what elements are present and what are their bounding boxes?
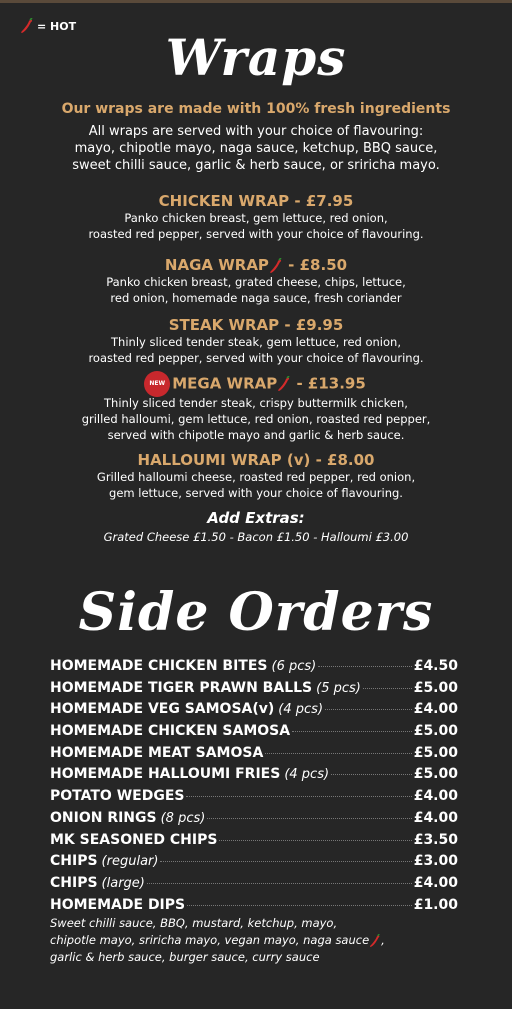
wrap-item-desc [0,274,512,306]
wrap-item-price: - £9.95 [284,316,344,334]
side-order-row [50,701,458,723]
dot-leader [325,709,412,710]
wrap-item-naga [0,256,512,306]
side-order-price: £4.00 [413,874,458,891]
dot-leader [318,666,411,667]
desc-line: served with chipotle mayo and garlic & herb sauce. [107,428,405,442]
wrap-item-name: CHICKEN WRAP [158,192,290,210]
dot-leader [363,688,412,689]
side-order-qualifier: (5 pcs) [316,680,361,696]
dot-leader [147,883,412,884]
dips-line: Sweet chilli sauce, BBQ, mustard, ketchup, mayo, [50,916,338,930]
desc-line: Panko chicken breast, grated cheese, chips, lettuce, [106,275,406,289]
dot-leader [292,731,412,732]
side-order-price: £4.50 [413,658,458,674]
chili-icon [277,376,291,392]
wrap-item-name: STEAK WRAP [168,316,280,334]
wraps-title: Wraps [165,28,347,87]
side-order-row [50,875,458,897]
dot-leader [207,818,411,819]
side-order-price: £5.00 [413,679,458,696]
dips-line-text: chipotle mayo, sriricha mayo, vegan mayo, naga sauce [50,933,370,947]
dips-line [50,932,470,949]
chili-icon [369,934,381,948]
dips-line-suffix: , [381,933,385,947]
desc-line: roasted red pepper, served with your choice of flavouring. [88,227,424,241]
desc-line: Panko chicken breast, gem lettuce, red onion, [124,211,388,225]
side-orders-list [50,658,458,918]
dips-line: garlic & herb sauce, burger sauce, curry sauce [50,950,320,964]
side-order-name: POTATO WEDGES [50,788,185,805]
wrap-item-price: - £8.00 [315,451,375,469]
side-order-price: £1.00 [413,896,458,913]
dot-leader [160,861,411,862]
dot-leader [187,905,412,906]
side-order-price: £4.00 [413,788,458,805]
side-order-row [50,788,458,810]
side-order-name: HOMEMADE CHICKEN BITES [50,658,268,674]
wrap-item-price: - £8.50 [288,256,348,274]
wrap-item-steak [0,316,512,366]
side-order-price: £5.00 [413,766,458,783]
side-order-name: MK SEASONED CHIPS [50,831,218,848]
wrap-item-desc [0,334,512,366]
wrap-item-title [0,192,512,210]
side-order-qualifier: (6 pcs) [271,659,317,674]
side-order-qualifier: (4 pcs) [278,702,324,718]
side-order-row [50,853,458,875]
desc-line: red onion, homemade naga sauce, fresh coriander [110,291,402,305]
side-order-name: HOMEMADE MEAT SAMOSA [50,744,264,761]
top-border [0,0,512,3]
side-order-row [50,810,458,832]
side-order-name: HOMEMADE TIGER PRAWN BALLS [50,679,313,696]
side-order-price: £5.00 [413,744,458,761]
dips-description [50,915,470,966]
dot-leader [219,840,411,841]
intro-line: All wraps are served with your choice of flavouring: [88,124,424,139]
side-order-price: £4.00 [413,701,458,718]
wrap-item-name: MEGA WRAP [172,374,278,393]
wraps-intro-heading: Our wraps are made with 100% fresh ingredients [61,101,451,117]
wrap-item-desc [0,210,512,242]
wrap-item-name: HALLOUMI WRAP (v) [137,451,311,469]
side-order-price: £3.00 [413,853,458,870]
wrap-item-title [0,316,512,334]
dot-leader [331,774,412,775]
side-order-name: HOMEMADE DIPS [50,896,186,913]
side-order-name: CHIPS [50,853,98,870]
extras-list: Grated Cheese £1.50 - Bacon £1.50 - Halloumi £3.00 [103,530,409,544]
side-order-qualifier: (8 pcs) [160,810,206,826]
side-order-name: ONION RINGS [50,809,157,826]
wrap-item-mega [0,373,512,443]
side-order-row [50,723,458,745]
side-order-qualifier: (regular) [101,854,159,870]
side-order-name: HOMEMADE CHICKEN SAMOSA [50,723,291,740]
wrap-item-title [0,451,512,469]
side-order-price: £4.00 [413,809,458,826]
side-order-name: HOMEMADE HALLOUMI FRIES [50,766,281,783]
extras-heading: Add Extras: [207,509,305,527]
new-badge: NEW [146,373,168,395]
wraps-intro [0,123,512,174]
side-order-row [50,766,458,788]
wrap-item-price: - £7.95 [294,192,354,210]
desc-line: Thinly sliced tender steak, crispy buttermilk chicken, [104,396,408,410]
side-order-price: £5.00 [413,723,458,740]
wrap-item-desc [0,469,512,501]
side-orders-title: Side Orders [78,582,434,643]
intro-line: mayo, chipotle mayo, naga sauce, ketchup, BBQ sauce, [74,141,438,156]
wrap-item-desc [0,395,512,443]
side-order-row [50,680,458,702]
side-order-row [50,832,458,854]
dot-leader [186,796,411,797]
side-order-name: CHIPS [50,874,98,891]
wrap-item-title [0,373,512,395]
dot-leader [265,753,411,754]
side-order-row [50,745,458,767]
side-order-name: HOMEMADE VEG SAMOSA(v) [50,701,275,718]
side-order-qualifier: (large) [101,875,145,891]
side-order-qualifier: (4 pcs) [284,767,330,783]
desc-line: Grilled halloumi cheese, roasted red pepper, red onion, [96,470,416,484]
intro-line: sweet chilli sauce, garlic & herb sauce, or sriricha mayo. [72,158,440,173]
wrap-item-title [0,256,512,274]
wrap-item-chicken [0,192,512,242]
desc-line: gem lettuce, served with your choice of flavouring. [109,486,403,500]
chili-icon [269,258,283,274]
desc-line: grilled halloumi, gem lettuce, red onion, roasted red pepper, [81,412,431,426]
hot-legend-label: = HOT [37,19,77,33]
side-order-row [50,658,458,680]
desc-line: Thinly sliced tender steak, gem lettuce, red onion, [111,335,401,349]
desc-line: roasted red pepper, served with your choice of flavouring. [88,351,424,365]
wrap-item-price: - £13.95 [296,374,366,393]
side-order-price: £3.50 [413,831,458,848]
wrap-item-name: NAGA WRAP [164,256,269,274]
wrap-item-halloumi [0,451,512,501]
